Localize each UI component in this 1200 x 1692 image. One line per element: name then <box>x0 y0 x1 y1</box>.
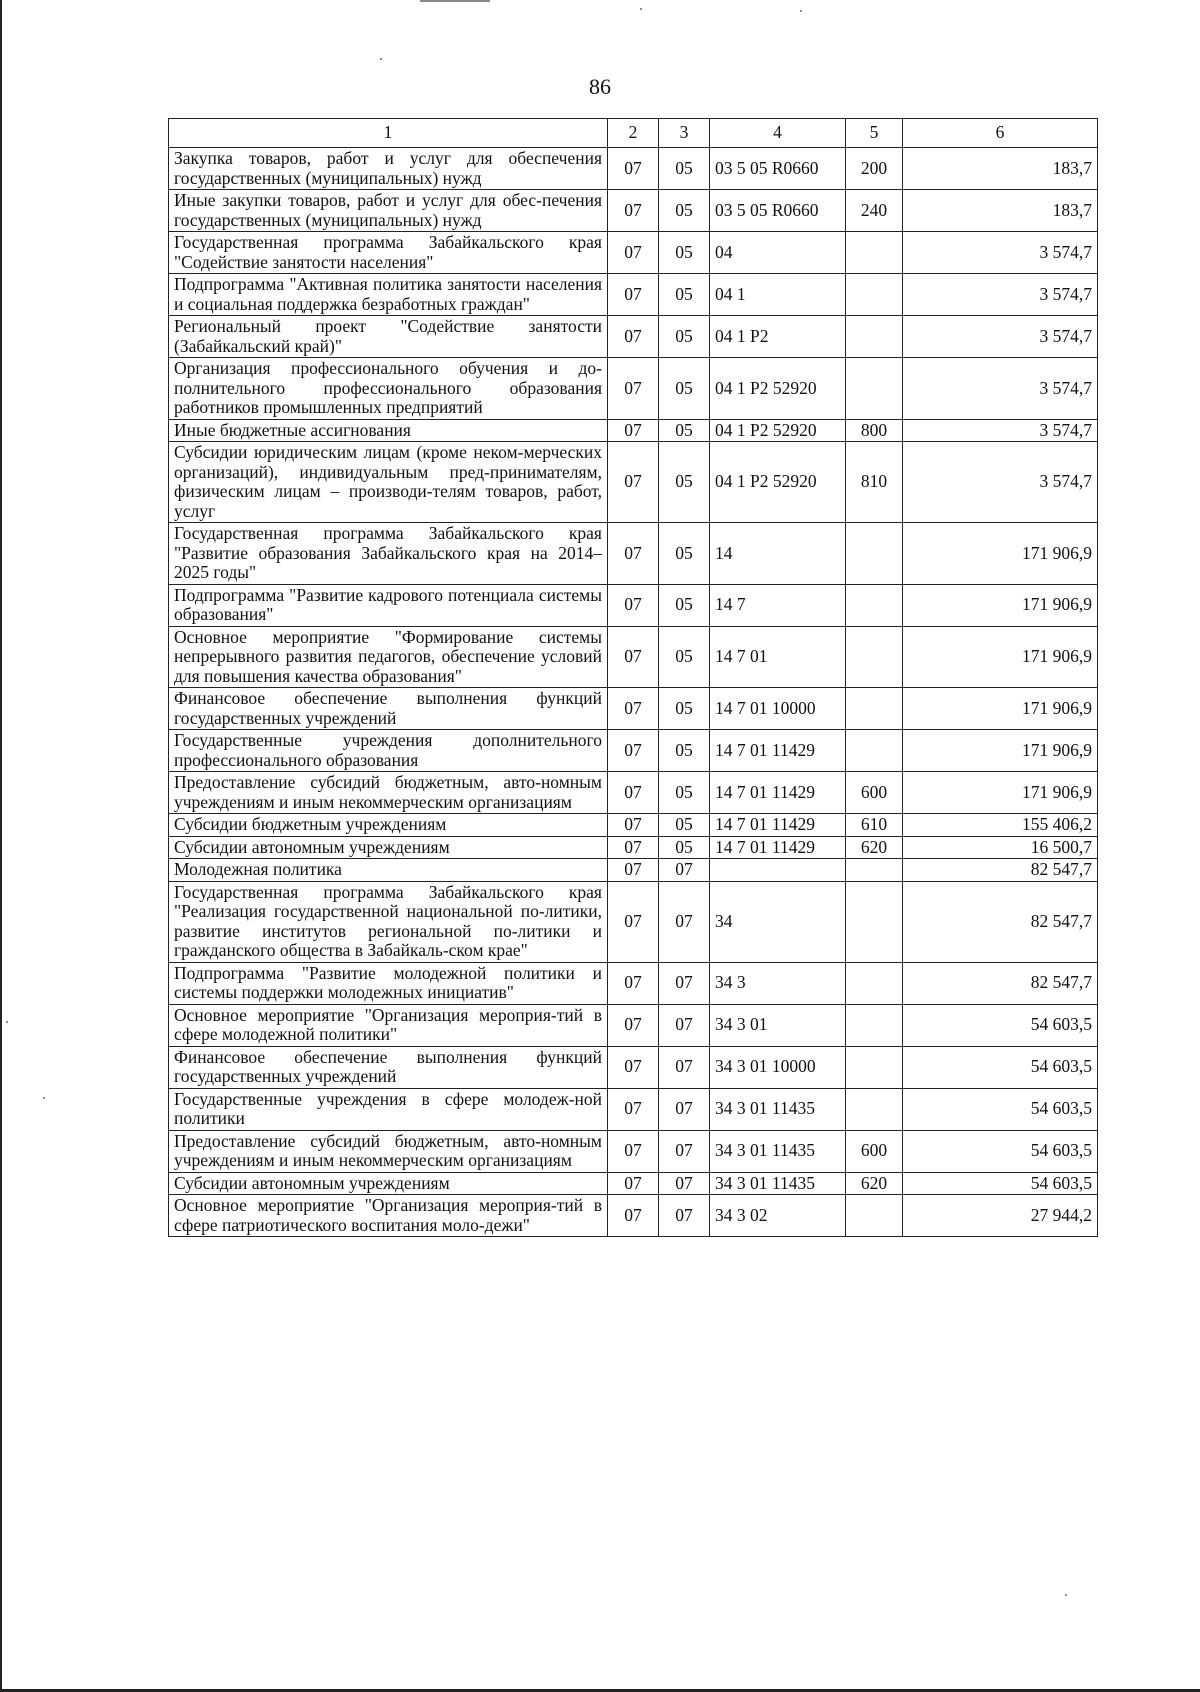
row-name: Государственные учреждения в сфере молодеж-ной политики <box>169 1088 608 1130</box>
row-name: Государственные учреждения дополнительного профессионального образования <box>169 730 608 772</box>
scan-speck <box>43 1097 45 1099</box>
row-name: Подпрограмма "Развитие кадрового потенциала системы образования" <box>169 584 608 626</box>
row-section: 07 <box>608 1130 659 1172</box>
row-amount: 3 574,7 <box>903 358 1098 420</box>
row-section: 07 <box>608 814 659 837</box>
table-row <box>169 358 1098 420</box>
header-col-1: 1 <box>169 119 608 148</box>
row-section: 07 <box>608 584 659 626</box>
scan-border-top <box>420 0 490 2</box>
row-name: Финансовое обеспечение выполнения функций государственных учреждений <box>169 1046 608 1088</box>
row-name: Государственная программа Забайкальского края "Развитие образования Забайкальского края на 2014–2025 годы" <box>169 523 608 585</box>
row-section: 07 <box>608 730 659 772</box>
row-section: 07 <box>608 442 659 523</box>
row-expense-type <box>846 962 903 1004</box>
row-amount: 82 547,7 <box>903 881 1098 962</box>
row-section: 07 <box>608 1046 659 1088</box>
row-subsection: 05 <box>659 190 710 232</box>
header-col-4: 4 <box>710 119 846 148</box>
row-target-code: 04 1 P2 52920 <box>710 358 846 420</box>
row-subsection: 07 <box>659 1195 710 1237</box>
row-target-code <box>710 859 846 882</box>
row-subsection: 05 <box>659 442 710 523</box>
row-subsection: 05 <box>659 523 710 585</box>
row-subsection: 07 <box>659 1004 710 1046</box>
table-row <box>169 730 1098 772</box>
row-subsection: 07 <box>659 1130 710 1172</box>
row-target-code: 34 3 01 10000 <box>710 1046 846 1088</box>
table-row <box>169 1088 1098 1130</box>
table-row <box>169 274 1098 316</box>
row-expense-type: 240 <box>846 190 903 232</box>
table-body <box>169 148 1098 1237</box>
row-expense-type: 600 <box>846 1130 903 1172</box>
row-target-code: 34 3 <box>710 962 846 1004</box>
row-amount: 3 574,7 <box>903 274 1098 316</box>
row-section: 07 <box>608 148 659 190</box>
table-row <box>169 1046 1098 1088</box>
table-row <box>169 316 1098 358</box>
row-amount: 171 906,9 <box>903 688 1098 730</box>
row-name: Иные закупки товаров, работ и услуг для обес-печения государственных (муниципальных) нужд <box>169 190 608 232</box>
header-col-3: 3 <box>659 119 710 148</box>
row-amount: 54 603,5 <box>903 1088 1098 1130</box>
table-row <box>169 148 1098 190</box>
table-row <box>169 190 1098 232</box>
row-name: Предоставление субсидий бюджетным, авто-номным учреждениям и иным некоммерческим организациям <box>169 772 608 814</box>
row-subsection: 05 <box>659 688 710 730</box>
row-target-code: 34 3 01 11435 <box>710 1130 846 1172</box>
row-amount: 16 500,7 <box>903 836 1098 859</box>
row-expense-type: 620 <box>846 1172 903 1195</box>
header-col-5: 5 <box>846 119 903 148</box>
row-expense-type: 610 <box>846 814 903 837</box>
row-amount: 183,7 <box>903 190 1098 232</box>
row-amount: 27 944,2 <box>903 1195 1098 1237</box>
row-subsection: 07 <box>659 881 710 962</box>
row-name: Государственная программа Забайкальского края "Реализация государственной национальной по-литики, развитие институтов региональной по-литики и гражданского общества в Забайкаль-ском крае" <box>169 881 608 962</box>
row-subsection: 05 <box>659 232 710 274</box>
header-col-6: 6 <box>903 119 1098 148</box>
row-name: Иные бюджетные ассигнования <box>169 419 608 442</box>
row-amount: 82 547,7 <box>903 962 1098 1004</box>
row-name: Субсидии юридическим лицам (кроме неком-мерческих организаций), индивидуальным пред-принимателям, физическим лицам – производи-телям товаров, работ, услуг <box>169 442 608 523</box>
row-target-code: 14 7 01 11429 <box>710 814 846 837</box>
row-amount: 3 574,7 <box>903 232 1098 274</box>
scan-speck <box>6 1021 8 1023</box>
row-subsection: 07 <box>659 1046 710 1088</box>
row-subsection: 05 <box>659 419 710 442</box>
row-subsection: 07 <box>659 1088 710 1130</box>
table-row <box>169 419 1098 442</box>
row-section: 07 <box>608 626 659 688</box>
row-section: 07 <box>608 274 659 316</box>
row-name: Подпрограмма "Развитие молодежной политики и системы поддержки молодежных инициатив" <box>169 962 608 1004</box>
row-amount: 3 574,7 <box>903 419 1098 442</box>
row-amount: 155 406,2 <box>903 814 1098 837</box>
row-target-code: 04 1 <box>710 274 846 316</box>
row-expense-type: 800 <box>846 419 903 442</box>
row-name: Субсидии автономным учреждениям <box>169 1172 608 1195</box>
row-subsection: 07 <box>659 1172 710 1195</box>
row-subsection: 05 <box>659 730 710 772</box>
budget-table <box>168 118 1098 1237</box>
row-section: 07 <box>608 1004 659 1046</box>
row-expense-type <box>846 730 903 772</box>
table-row <box>169 232 1098 274</box>
row-target-code: 14 7 01 11429 <box>710 836 846 859</box>
scan-border-left <box>0 0 2 1692</box>
row-subsection: 05 <box>659 274 710 316</box>
scan-speck <box>800 10 802 12</box>
row-amount: 171 906,9 <box>903 730 1098 772</box>
row-target-code: 04 1 P2 52920 <box>710 419 846 442</box>
row-subsection: 05 <box>659 316 710 358</box>
row-subsection: 07 <box>659 962 710 1004</box>
row-subsection: 05 <box>659 836 710 859</box>
row-amount: 54 603,5 <box>903 1172 1098 1195</box>
row-target-code: 14 7 01 <box>710 626 846 688</box>
row-section: 07 <box>608 1088 659 1130</box>
row-section: 07 <box>608 419 659 442</box>
row-section: 07 <box>608 962 659 1004</box>
row-name: Закупка товаров, работ и услуг для обеспечения государственных (муниципальных) нужд <box>169 148 608 190</box>
row-expense-type <box>846 523 903 585</box>
row-expense-type <box>846 626 903 688</box>
row-name: Основное мероприятие "Организация мероприя-тий в сфере молодежной политики" <box>169 1004 608 1046</box>
row-target-code: 14 7 01 11429 <box>710 730 846 772</box>
row-section: 07 <box>608 190 659 232</box>
table-row <box>169 1172 1098 1195</box>
row-target-code: 34 <box>710 881 846 962</box>
table-row <box>169 881 1098 962</box>
row-target-code: 34 3 02 <box>710 1195 846 1237</box>
row-expense-type <box>846 1088 903 1130</box>
row-subsection: 05 <box>659 814 710 837</box>
row-expense-type: 600 <box>846 772 903 814</box>
row-expense-type: 810 <box>846 442 903 523</box>
row-name: Основное мероприятие "Организация мероприя-тий в сфере патриотического воспитания моло-дежи" <box>169 1195 608 1237</box>
row-name: Предоставление субсидий бюджетным, авто-номным учреждениям и иным некоммерческим организациям <box>169 1130 608 1172</box>
row-subsection: 05 <box>659 358 710 420</box>
table-row <box>169 1195 1098 1237</box>
row-target-code: 03 5 05 R0660 <box>710 190 846 232</box>
row-section: 07 <box>608 316 659 358</box>
page-number: 86 <box>589 74 611 99</box>
row-expense-type <box>846 688 903 730</box>
row-amount: 171 906,9 <box>903 626 1098 688</box>
row-target-code: 14 7 <box>710 584 846 626</box>
row-amount: 171 906,9 <box>903 772 1098 814</box>
row-section: 07 <box>608 1172 659 1195</box>
row-expense-type <box>846 232 903 274</box>
row-target-code: 04 <box>710 232 846 274</box>
row-target-code: 14 7 01 10000 <box>710 688 846 730</box>
row-target-code: 34 3 01 11435 <box>710 1172 846 1195</box>
table-row <box>169 814 1098 837</box>
row-name: Основное мероприятие "Формирование системы непрерывного развития педагогов, обеспечение условий для повышения качества образования" <box>169 626 608 688</box>
table-row <box>169 836 1098 859</box>
row-amount: 171 906,9 <box>903 584 1098 626</box>
row-target-code: 14 <box>710 523 846 585</box>
row-subsection: 07 <box>659 859 710 882</box>
row-target-code: 04 1 P2 <box>710 316 846 358</box>
row-amount: 54 603,5 <box>903 1046 1098 1088</box>
table-row <box>169 772 1098 814</box>
row-name: Организация профессионального обучения и до-полнительного профессионального образования работников промышленных предприятий <box>169 358 608 420</box>
table-row <box>169 1130 1098 1172</box>
row-amount: 54 603,5 <box>903 1130 1098 1172</box>
row-expense-type: 200 <box>846 148 903 190</box>
row-name: Региональный проект "Содействие занятости (Забайкальский край)" <box>169 316 608 358</box>
table-row <box>169 1004 1098 1046</box>
row-name: Субсидии бюджетным учреждениям <box>169 814 608 837</box>
row-expense-type <box>846 274 903 316</box>
row-name: Субсидии автономным учреждениям <box>169 836 608 859</box>
row-target-code: 14 7 01 11429 <box>710 772 846 814</box>
table-row <box>169 442 1098 523</box>
row-section: 07 <box>608 523 659 585</box>
row-amount: 82 547,7 <box>903 859 1098 882</box>
row-amount: 183,7 <box>903 148 1098 190</box>
row-name: Подпрограмма "Активная политика занятости населения и социальная поддержка безработных граждан" <box>169 274 608 316</box>
row-expense-type: 620 <box>846 836 903 859</box>
row-section: 07 <box>608 772 659 814</box>
row-section: 07 <box>608 859 659 882</box>
scan-speck <box>640 8 642 10</box>
row-subsection: 05 <box>659 772 710 814</box>
table-row <box>169 626 1098 688</box>
row-section: 07 <box>608 1195 659 1237</box>
row-section: 07 <box>608 881 659 962</box>
row-target-code: 34 3 01 11435 <box>710 1088 846 1130</box>
table-row <box>169 859 1098 882</box>
table-row <box>169 523 1098 585</box>
row-expense-type <box>846 358 903 420</box>
row-target-code: 03 5 05 R0660 <box>710 148 846 190</box>
row-subsection: 05 <box>659 148 710 190</box>
row-name: Государственная программа Забайкальского края "Содействие занятости населения" <box>169 232 608 274</box>
row-name: Финансовое обеспечение выполнения функций государственных учреждений <box>169 688 608 730</box>
row-section: 07 <box>608 358 659 420</box>
row-amount: 54 603,5 <box>903 1004 1098 1046</box>
scan-speck <box>380 58 382 60</box>
scan-speck <box>1065 1594 1067 1596</box>
table-row <box>169 584 1098 626</box>
row-amount: 3 574,7 <box>903 316 1098 358</box>
row-expense-type <box>846 1195 903 1237</box>
row-section: 07 <box>608 232 659 274</box>
row-expense-type <box>846 584 903 626</box>
row-amount: 171 906,9 <box>903 523 1098 585</box>
row-name: Молодежная политика <box>169 859 608 882</box>
row-target-code: 34 3 01 <box>710 1004 846 1046</box>
row-target-code: 04 1 P2 52920 <box>710 442 846 523</box>
row-expense-type <box>846 1046 903 1088</box>
row-amount: 3 574,7 <box>903 442 1098 523</box>
row-section: 07 <box>608 688 659 730</box>
row-expense-type <box>846 316 903 358</box>
table-row <box>169 688 1098 730</box>
row-subsection: 05 <box>659 626 710 688</box>
row-subsection: 05 <box>659 584 710 626</box>
row-expense-type <box>846 881 903 962</box>
row-expense-type <box>846 1004 903 1046</box>
table-row <box>169 962 1098 1004</box>
row-section: 07 <box>608 836 659 859</box>
row-expense-type <box>846 859 903 882</box>
header-row <box>169 119 1098 148</box>
header-col-2: 2 <box>608 119 659 148</box>
